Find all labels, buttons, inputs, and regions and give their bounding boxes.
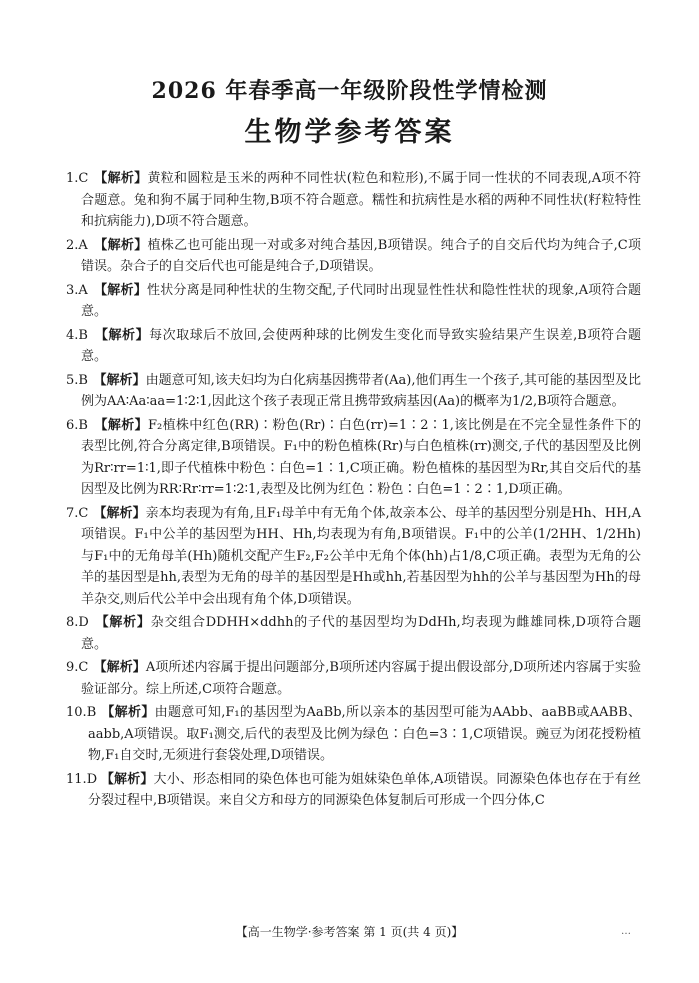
page-footer: 【高一生物学·参考答案 第 1 页(共 4 页)】 [235,925,464,939]
answer-item-1 [66,168,641,233]
item-number: 5.B [66,372,88,388]
item-number: 3.A [66,282,88,298]
item-number: 9.C [66,660,89,675]
page-subtitle: 生物学参考答案 [244,117,455,148]
answer-list [66,168,641,814]
analysis-tag: 【解析】 [93,660,146,675]
answer-item-4 [66,325,641,368]
analysis-tag: 【解析】 [93,505,146,521]
analysis-text: 由题意可知,F₁的基因型为AaBb,所以亲本的基因型可能为AAbb、aaBB或AABB、aabb,A项错误。取F₁测交,后代的表型及比例为绿色∶白色=3∶1,C项错误。豌豆为闭花授粉植物,F₁自交时,无须进行套袋处理,D项错误。 [88,705,641,763]
item-number: 10.B [66,705,97,720]
footer-mark: … [621,926,631,937]
answer-item-11 [66,769,641,812]
item-number: 1.C [66,171,89,186]
analysis-text: 杂交组合DDHH×ddhh的子代的基因型均为DdHh,均表现为雌雄同株,D项符合题意。 [81,615,641,652]
answer-item-6 [66,415,641,501]
analysis-tag: 【解析】 [94,237,148,253]
analysis-text: 植株乙也可能出现一对或多对纯合基因,B项错误。纯合子的自交后代均为纯合子,C项错误。杂合子的自交后代也可能是纯合子,D项错误。 [81,237,641,274]
page-title: 2026 年春季高一年级阶段性学情检测 [151,78,548,104]
analysis-tag: 【解析】 [95,615,151,630]
answer-item-3 [66,280,641,323]
answer-item-5 [66,370,641,413]
analysis-text: 大小、形态相同的染色体也可能为姐妹染色单体,A项错误。同源染色体也存在于有丝分裂过程中,B项错误。来自父方和母方的同源染色体复制后可形成一个四分体,C [88,771,641,808]
answer-item-8 [66,612,641,655]
analysis-tag: 【解析】 [94,282,147,298]
analysis-text: F₂植株中红色(RR)∶粉色(Rr)∶白色(rr)=1∶2∶1,该比例是在不完全显性条件下的表型比例,符合分离定律,B项错误。F₁中的粉色植株(Rr)与白色植株(rr)测交,子代的基因型及比例为Rr∶rr=1∶1,即子代植株中粉色∶白色=1∶1,C项正确。粉色植株的基因型为Rr,其自交后代的基因型及比例为RR∶Rr∶rr=1∶2∶1,表型及比例为红色∶粉色∶白色=1∶2∶1,D项正确。 [81,417,641,497]
answer-item-10 [66,702,641,767]
analysis-tag: 【解析】 [94,171,148,186]
analysis-text: 亲本均表现为有角,且F₁母羊中有无角个体,故亲本公、母羊的基因型分别是Hh、HH,A项错误。F₁中公羊的基因型为HH、Hh,均表现为有角,B项错误。F₁中的公羊(1/2HH、1/2Hh)与F₁中的无角母羊(Hh)随机交配产生F₂,F₂公羊中无角个体(hh)占1/8,C项正确。表型为无角的公羊的基因型是hh,表型为无角的母羊的基因型是Hh或hh,若基因型为hh的公羊与基因型为Hh的母羊杂交,则后代公羊中会出现有角个体,D项错误。 [81,505,641,607]
item-number: 11.D [66,771,98,787]
item-number: 7.C [66,505,89,521]
answer-item-9 [66,657,641,700]
analysis-tag: 【解析】 [94,417,148,433]
analysis-tag: 【解析】 [94,327,150,343]
analysis-text: A项所述内容属于提出问题部分,B项所述内容属于提出假设部分,D项所述内容属于实验验证部分。综上所述,C项符合题意。 [81,660,641,697]
analysis-text: 性状分离是同种性状的生物交配,子代同时出现显性性状和隐性性状的现象,A项符合题意。 [81,282,641,319]
item-number: 8.D [66,615,89,630]
item-number: 4.B [66,327,88,343]
analysis-tag: 【解析】 [100,771,154,787]
answer-item-7 [66,503,641,611]
analysis-tag: 【解析】 [93,372,146,388]
answer-item-2 [66,235,641,278]
analysis-text: 由题意可知,该夫妇均为白化病基因携带者(Aa),他们再生一个孩子,其可能的基因型及比例为AA∶Aa∶aa=1∶2∶1,因此这个孩子表现正常且携带致病基因(Aa)的概率为1/2,B项符合题意。 [81,372,641,409]
item-number: 2.A [66,237,88,253]
analysis-text: 每次取球后不放回,会使两种球的比例发生变化而导致实验结果产生误差,B项符合题意。 [81,327,641,364]
analysis-tag: 【解析】 [101,705,155,720]
analysis-text: 黄粒和圆粒是玉米的两种不同性状(粒色和粒形),不属于同一性状的不同表现,A项不符合题意。兔和狗不属于同种生物,B项不符合题意。糯性和抗病性是水稻的两种不同性状(籽粒特性和抗病能力),D项不符合题意。 [81,171,641,229]
item-number: 6.B [66,417,88,433]
